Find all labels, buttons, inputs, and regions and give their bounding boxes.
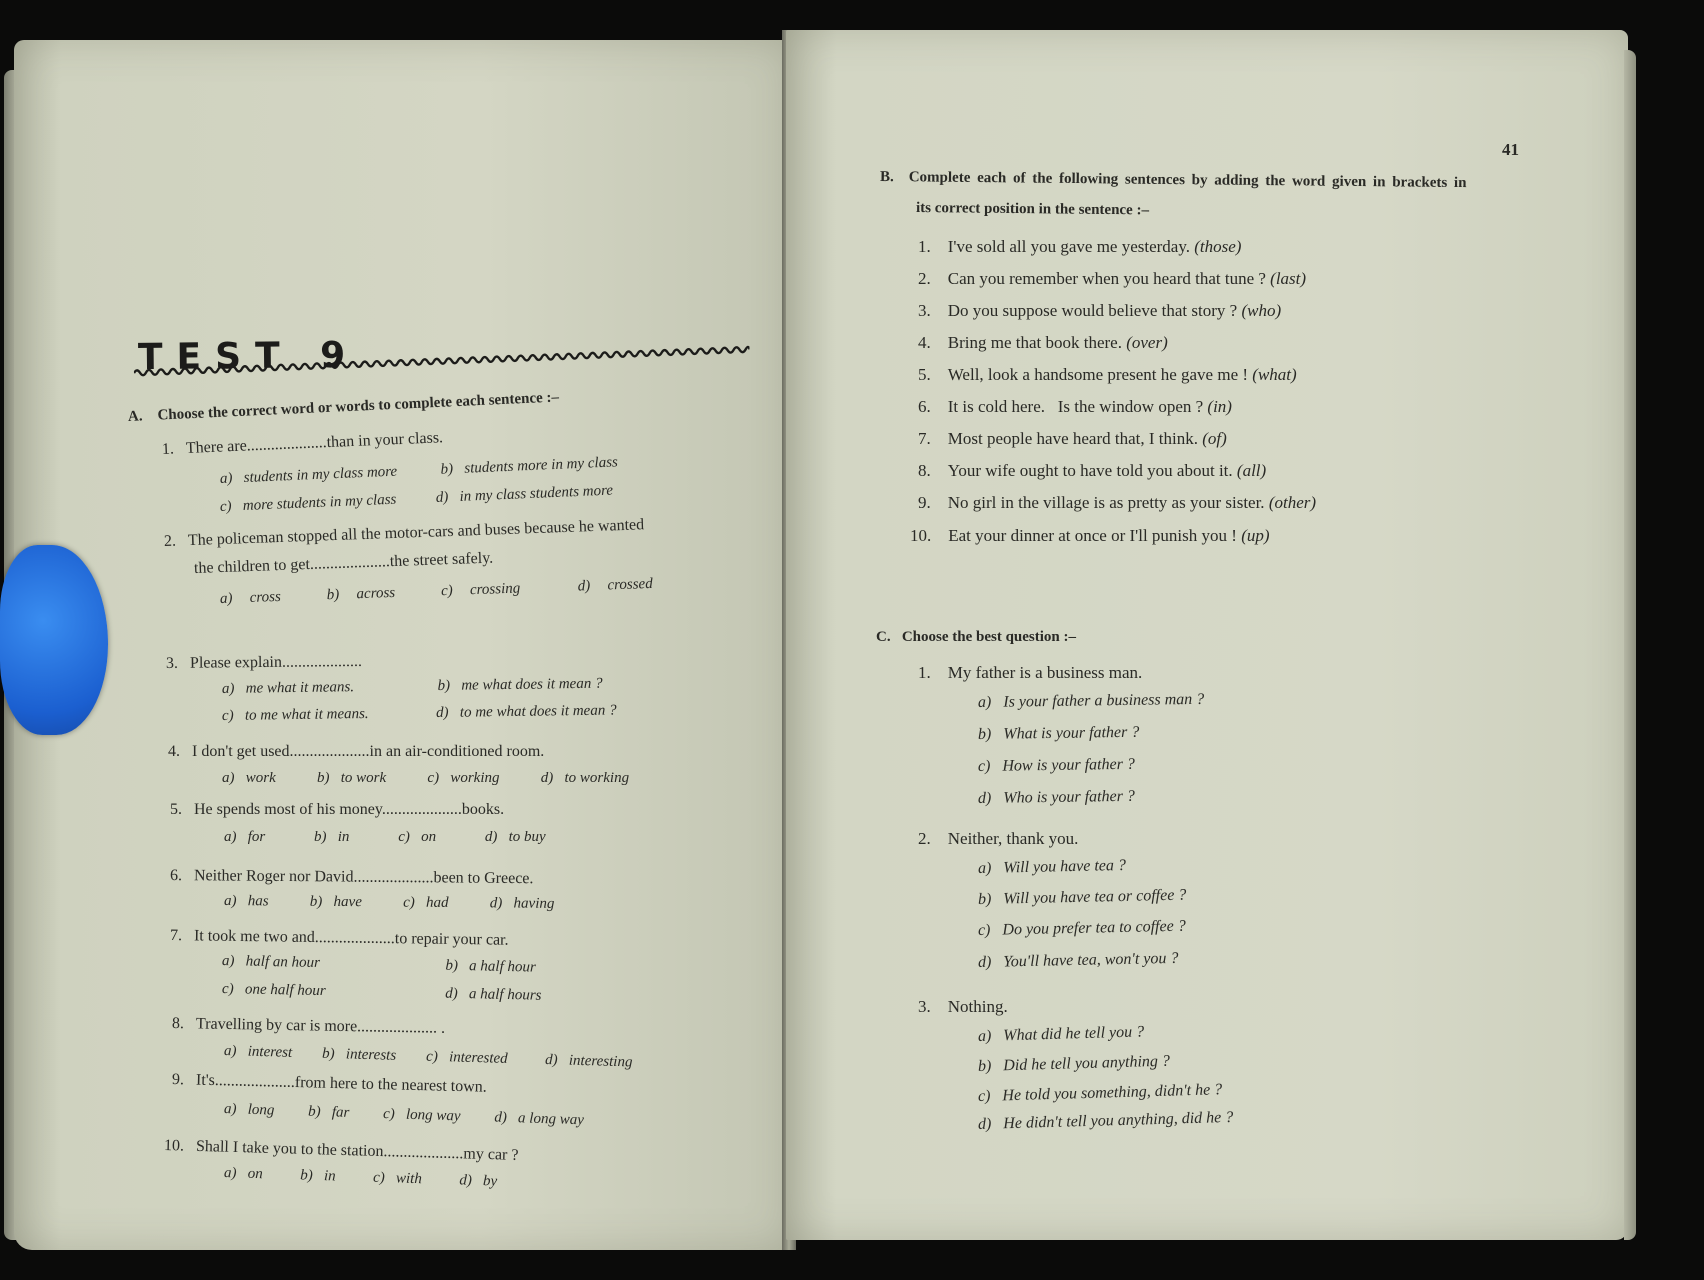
question-number: 9. — [171, 1071, 185, 1089]
question-number: 8. — [171, 1015, 185, 1033]
item-number: 5. — [918, 365, 931, 384]
option-letter: c) — [221, 707, 234, 724]
question-1 — [162, 430, 444, 458]
item-text: It is cold here. Is the window open ? — [947, 397, 1204, 416]
bracket-word: (other) — [1268, 493, 1317, 512]
left-page — [14, 40, 792, 1250]
bracket-word: (who) — [1241, 301, 1282, 320]
option-text: students more in my class — [464, 454, 619, 477]
option-text: a half hours — [468, 986, 542, 1004]
bracket-word: (over) — [1126, 333, 1168, 352]
question-text: There are....................than in your class. — [185, 429, 444, 457]
option-row — [224, 1044, 633, 1070]
bracket-word: (up) — [1241, 526, 1270, 545]
item-text: Eat your dinner at once or I'll punish you ! — [948, 526, 1237, 545]
question-number: 2. — [163, 532, 177, 550]
item-text: Your wife ought to have told you about it. — [947, 461, 1233, 480]
option-row — [222, 771, 629, 786]
item-number: 7. — [918, 429, 931, 448]
option-letter: a) — [221, 953, 235, 970]
option-text: Is your father a business man ? — [1003, 690, 1205, 711]
question-number: 5. — [170, 801, 182, 818]
option-letter: b) — [309, 893, 323, 910]
question-5 — [170, 802, 504, 818]
item-text: My father is a business man. — [947, 663, 1143, 682]
option-text: interested — [448, 1049, 508, 1067]
question-number: 1. — [161, 440, 175, 458]
option-text: Will you have tea or coffee ? — [1003, 886, 1187, 908]
option-row — [224, 1166, 498, 1190]
question-number: 10. — [163, 1137, 185, 1155]
item-text: Well, look a handsome present he gave me ! — [947, 365, 1249, 384]
question-text: the children to get....................the street safely. — [193, 549, 494, 577]
section-c-heading-text: Choose the best question :– — [901, 629, 1077, 645]
item-text: Nothing. — [947, 997, 1008, 1016]
option-letter: a) — [219, 470, 233, 487]
bracket-word: (all) — [1236, 461, 1267, 480]
option-letter: b) — [314, 829, 327, 845]
option-letter: d) — [977, 789, 992, 807]
question-7 — [170, 928, 509, 949]
option-letter: c) — [977, 921, 991, 939]
option-text: in — [337, 829, 350, 845]
option-text: to working — [564, 770, 630, 786]
section-b-heading-line2: its correct position in the sentence :– — [915, 200, 1150, 219]
question-number: 4. — [168, 743, 180, 760]
option-letter: c) — [372, 1169, 386, 1187]
option-letter: d) — [484, 829, 498, 845]
section-a — [14, 40, 792, 1250]
option-text: He didn't tell you anything, did he ? — [1003, 1108, 1234, 1133]
option-letter: a) — [219, 590, 233, 607]
option-letter: d) — [977, 1115, 992, 1133]
item-number: 9. — [918, 493, 931, 512]
option-letter: b) — [977, 725, 992, 743]
item-number: 1. — [918, 237, 931, 256]
option-text: Did he tell you anything ? — [1003, 1052, 1171, 1075]
item-number: 8. — [918, 461, 931, 480]
option-text: one half hour — [244, 981, 326, 1000]
option-letter: d) — [436, 704, 449, 722]
option-text: What did he tell you ? — [1003, 1023, 1145, 1045]
bracket-word: (those) — [1194, 237, 1242, 256]
option-letter: b) — [445, 957, 459, 974]
option-letter: d) — [459, 1172, 473, 1189]
question-10 — [164, 1138, 519, 1164]
section-b-letter: B. — [879, 169, 894, 186]
option-text: working — [450, 770, 500, 786]
question-text: Shall I take you to the station....................my car ? — [195, 1137, 519, 1164]
option-letter: c) — [977, 757, 991, 775]
option-row — [224, 830, 546, 845]
option-letter: a) — [221, 680, 235, 697]
option-letter: b) — [326, 586, 340, 604]
option-text: Do you prefer tea to coffee ? — [1002, 917, 1186, 939]
option-letter: d) — [435, 489, 449, 506]
option-letter: c) — [219, 498, 232, 515]
option-text: across — [356, 584, 396, 603]
option-text: He told you something, didn't he ? — [1002, 1081, 1223, 1105]
question-text: Please explain.................... — [189, 652, 363, 672]
option-text: How is your father ? — [1002, 755, 1135, 775]
item-text: Do you suppose would believe that story ? — [947, 301, 1238, 320]
question-9 — [172, 1072, 487, 1096]
option-letter: b) — [440, 461, 454, 478]
option-row — [220, 484, 614, 515]
bracket-word: (of) — [1202, 429, 1227, 448]
item-number: 10. — [910, 526, 932, 545]
option-row — [220, 577, 653, 607]
section-b-heading-line1: Complete each of the following sentences by adding the word given in brackets in — [908, 169, 1467, 192]
option-letter: d) — [445, 985, 458, 1002]
item-text: Neither, thank you. — [947, 829, 1079, 848]
option-text: having — [513, 895, 555, 912]
option-text: in my class students more — [459, 482, 614, 505]
option-text: on — [247, 1165, 263, 1183]
option-letter: d) — [489, 895, 503, 912]
bracket-word: (what) — [1252, 365, 1297, 384]
option-text: What is your father ? — [1003, 723, 1140, 743]
item-number: 3. — [918, 301, 931, 320]
item-number: 2. — [918, 829, 931, 848]
item-number: 6. — [918, 397, 931, 416]
option-text: work — [245, 770, 276, 786]
section-a-heading — [128, 390, 560, 425]
option-letter: b) — [307, 1103, 321, 1121]
option-letter: b) — [317, 770, 330, 786]
right-page — [786, 30, 1628, 1240]
option-letter: c) — [221, 981, 234, 998]
question-text: He spends most of his money....................books. — [194, 801, 505, 818]
bracket-word: (last) — [1270, 269, 1307, 288]
option-text: with — [395, 1170, 423, 1188]
option-text: to me what does it mean ? — [459, 702, 617, 721]
question-number: 3. — [165, 654, 179, 672]
option-letter: a) — [977, 859, 992, 877]
option-row — [220, 455, 618, 487]
option-row — [222, 703, 617, 724]
question-text: Neither Roger nor David....................been to Greece. — [193, 867, 534, 888]
question-text: It's....................from here to the nearest town. — [195, 1071, 487, 1096]
option-letter: b) — [437, 677, 451, 694]
item-text: Bring me that book there. — [947, 333, 1122, 352]
option-text: half an hour — [245, 953, 321, 972]
option-text: to work — [340, 770, 387, 786]
option-text: to me what it means. — [244, 705, 369, 724]
option-text: to buy — [508, 829, 546, 845]
option-letter: b) — [299, 1167, 313, 1184]
option-letter: c) — [425, 1048, 439, 1065]
item-text: Can you remember when you heard that tune ? — [947, 269, 1266, 288]
option-text: in — [323, 1168, 336, 1185]
question-2-continued — [194, 551, 494, 577]
option-text: Who is your father ? — [1003, 787, 1135, 807]
option-text: interesting — [568, 1052, 633, 1071]
option-letter: c) — [382, 1106, 396, 1123]
question-4 — [168, 744, 544, 760]
option-letter: a) — [223, 1043, 237, 1060]
option-letter: b) — [977, 890, 992, 908]
item-number: 1. — [918, 663, 931, 682]
option-text: me what it means. — [245, 679, 355, 697]
question-text: It took me two and....................to repair your car. — [193, 927, 509, 949]
option-text: interests — [345, 1046, 397, 1064]
question-6 — [170, 868, 534, 887]
option-text: a half hour — [468, 958, 536, 976]
section-a-letter: A. — [127, 408, 143, 425]
option-letter: a) — [977, 1027, 992, 1045]
question-8 — [172, 1016, 445, 1037]
option-row — [222, 954, 536, 976]
option-text: has — [247, 893, 269, 910]
option-text: had — [426, 894, 449, 911]
option-letter: b) — [321, 1045, 335, 1063]
option-text: crossed — [607, 575, 653, 594]
item-text: Most people have heard that, I think. — [947, 429, 1198, 448]
option-letter: c) — [440, 582, 454, 600]
option-text: by — [482, 1173, 498, 1190]
book-edge-right — [1624, 50, 1636, 1240]
question-number: 6. — [169, 867, 183, 885]
option-letter: d) — [977, 953, 992, 971]
option-text: long — [247, 1101, 275, 1119]
option-text: cross — [249, 588, 282, 606]
option-text: me what does it mean ? — [461, 675, 603, 694]
option-row — [222, 982, 542, 1004]
question-2 — [164, 517, 645, 550]
option-letter: a) — [222, 770, 235, 786]
option-letter: c) — [977, 1087, 991, 1105]
option-text: You'll have tea, won't you ? — [1003, 949, 1179, 971]
option-row — [222, 677, 603, 697]
option-letter: b) — [977, 1057, 992, 1075]
test-title: TEST 9 — [137, 334, 360, 379]
option-letter: c) — [427, 770, 440, 786]
option-letter: d) — [494, 1109, 508, 1126]
option-text: on — [421, 829, 437, 845]
item-text: No girl in the village is as pretty as your sister. — [947, 493, 1265, 512]
question-3 — [166, 654, 362, 672]
option-letter: d) — [544, 1051, 558, 1069]
option-letter: d) — [540, 770, 554, 786]
option-letter: a) — [223, 893, 237, 910]
question-number: 7. — [169, 927, 183, 945]
item-number: 3. — [918, 997, 931, 1016]
option-letter: a) — [223, 1101, 237, 1118]
bracket-word: (in) — [1207, 397, 1232, 416]
item-number: 4. — [918, 333, 931, 352]
section-c-letter: C. — [876, 629, 891, 645]
option-letter: c) — [403, 894, 415, 911]
section-a-heading-text: Choose the correct word or words to complete each sentence :– — [157, 389, 560, 424]
option-text: long way — [405, 1106, 461, 1125]
option-row — [224, 1102, 584, 1128]
option-letter: c) — [398, 829, 410, 845]
option-text: far — [331, 1104, 350, 1121]
option-letter: a) — [224, 829, 237, 845]
option-text: Will you have tea ? — [1003, 856, 1127, 877]
option-text: crossing — [469, 580, 521, 599]
page-number: 41 — [1502, 140, 1519, 159]
option-letter: a) — [977, 693, 992, 711]
question-text: The policeman stopped all the motor-cars and buses because he wanted — [187, 516, 645, 550]
option-text: students in my class more — [243, 463, 398, 486]
question-text: Travelling by car is more.................... . — [195, 1015, 446, 1037]
option-row — [224, 894, 555, 912]
option-text: a long way — [517, 1110, 585, 1129]
option-text: interest — [247, 1043, 293, 1061]
option-text: for — [247, 829, 266, 845]
option-letter: d) — [577, 578, 591, 595]
option-text: more students in my class — [242, 491, 397, 515]
option-text: have — [333, 893, 362, 911]
question-text: I don't get used....................in an air-conditioned room. — [192, 743, 545, 760]
item-text: I've sold all you gave me yesterday. — [947, 237, 1190, 256]
item-number: 2. — [918, 269, 931, 288]
option-letter: a) — [223, 1165, 237, 1182]
